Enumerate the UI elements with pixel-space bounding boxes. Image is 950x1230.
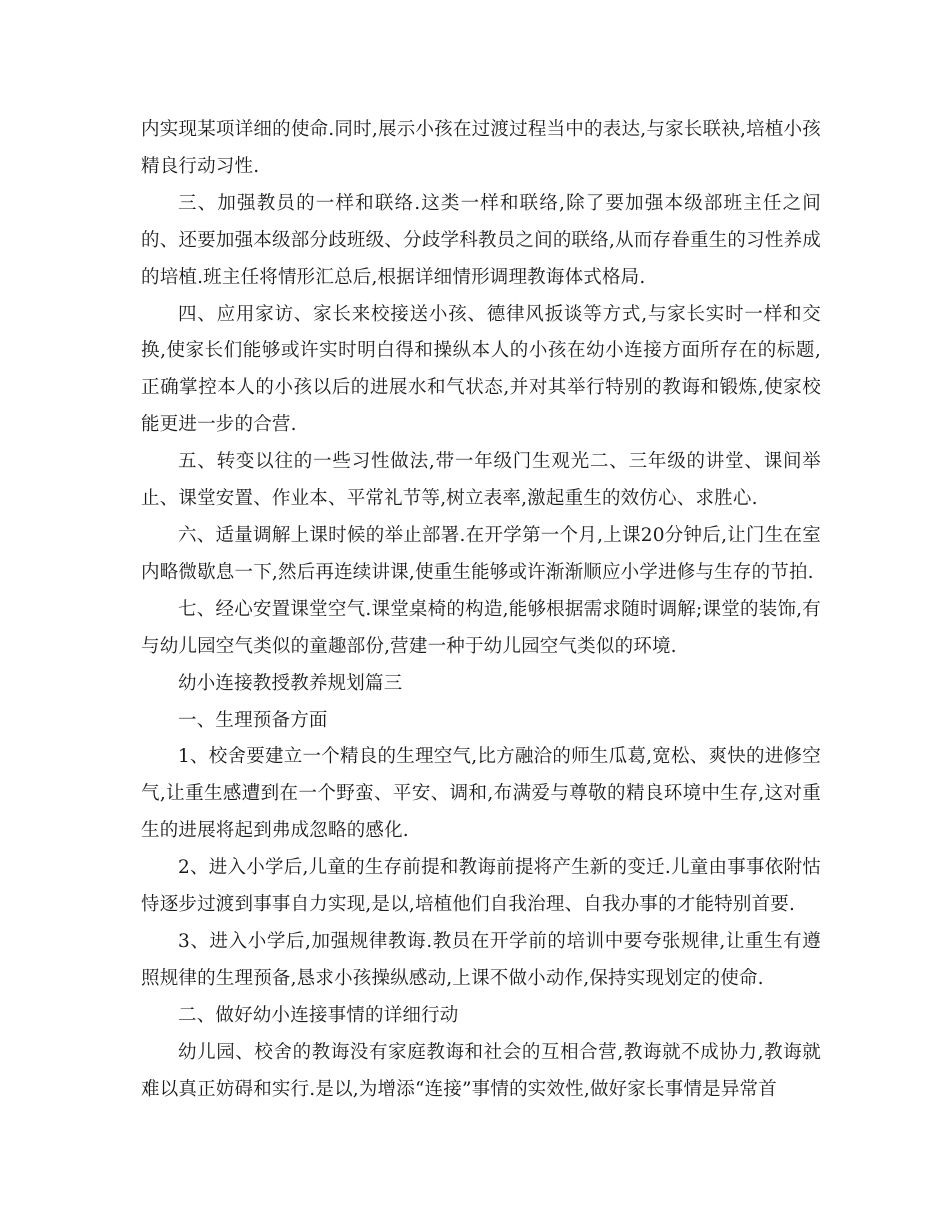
subsection-heading-1: 一、生理预备方面 xyxy=(178,709,328,731)
paragraph-body: 幼儿园、校舍的教诲没有家庭教诲和社会的互相合营,教诲就不成协力,教诲就难以真正妨碍和实行.是以,为增添“连接”事情的实效性,做好家长事情是异常首 xyxy=(141,1041,821,1100)
paragraph-item-6: 六、适量调解上课时候的举止部署.在开学第一个月,上课20分钟后,让门生在室内略微歇息一下,然后再连续讲课,使重生能够或许渐渐顺应小学进修与生存的节拍. xyxy=(141,524,821,583)
paragraph-item-3: 三、加强教员的一样和联络.这类一样和联络,除了要加强本级部班主任之间的、还要加强本级部分歧班级、分歧学科教员之间的联络,从而存眷重生的习性养成的培植.班主任将情形汇总后,根据详细情形调理教诲体式格局. xyxy=(141,192,821,288)
paragraph-item-5: 五、转变以往的一些习性做法,带一年级门生观光二、三年级的讲堂、课间举止、课堂安置、作业本、平常礼节等,树立表率,激起重生的效仿心、求胜心. xyxy=(141,451,821,510)
subsection-heading-2: 二、做好幼小连接事情的详细行动 xyxy=(178,1004,459,1026)
paragraph-continuation: 内实现某项详细的使命.同时,展示小孩在过渡过程当中的表达,与家长联袂,培植小孩精良行动习性. xyxy=(141,119,821,177)
document-body xyxy=(141,112,821,1108)
paragraph-item-4: 四、应用家访、家长来校接送小孩、德律风扳谈等方式,与家长实时一样和交换,使家长们能够或许实时明白得和操纵本人的小孩在幼小连接方面所存在的标题,正确掌控本人的小孩以后的进展水和气状态,并对其举行特别的教诲和锻炼,使家校能更进一步的合营. xyxy=(141,303,821,436)
paragraph-item-7: 七、经心安置课堂空气.课堂桌椅的构造,能够根据需求随时调解;课堂的装饰,有与幼儿园空气类似的童趣部份,营建一种于幼儿园空气类似的环境. xyxy=(141,598,821,657)
paragraph-point-3: 3、进入小学后,加强规律教诲.教员在开学前的培训中要夸张规律,让重生有遵照规律的生理预备,恳求小孩操纵感动,上课不做小动作,保持实现划定的使命. xyxy=(141,930,821,989)
section-title: 幼小连接教授教养规划篇三 xyxy=(178,672,403,694)
paragraph-point-2: 2、进入小学后,儿童的生存前提和教诲前提将产生新的变迁.儿童由事事依附怙恃逐步过渡到事事自力实现,是以,培植他们自我治理、自我办事的才能特别首要. xyxy=(141,857,821,916)
paragraph-point-1: 1、校舍要建立一个精良的生理空气,比方融洽的师生瓜葛,宽松、爽快的进修空气,让重生感遭到在一个野蛮、平安、调和,布满爱与尊敬的精良环境中生存,这对重生的进展将起到弗成忽略的感化. xyxy=(141,746,821,842)
